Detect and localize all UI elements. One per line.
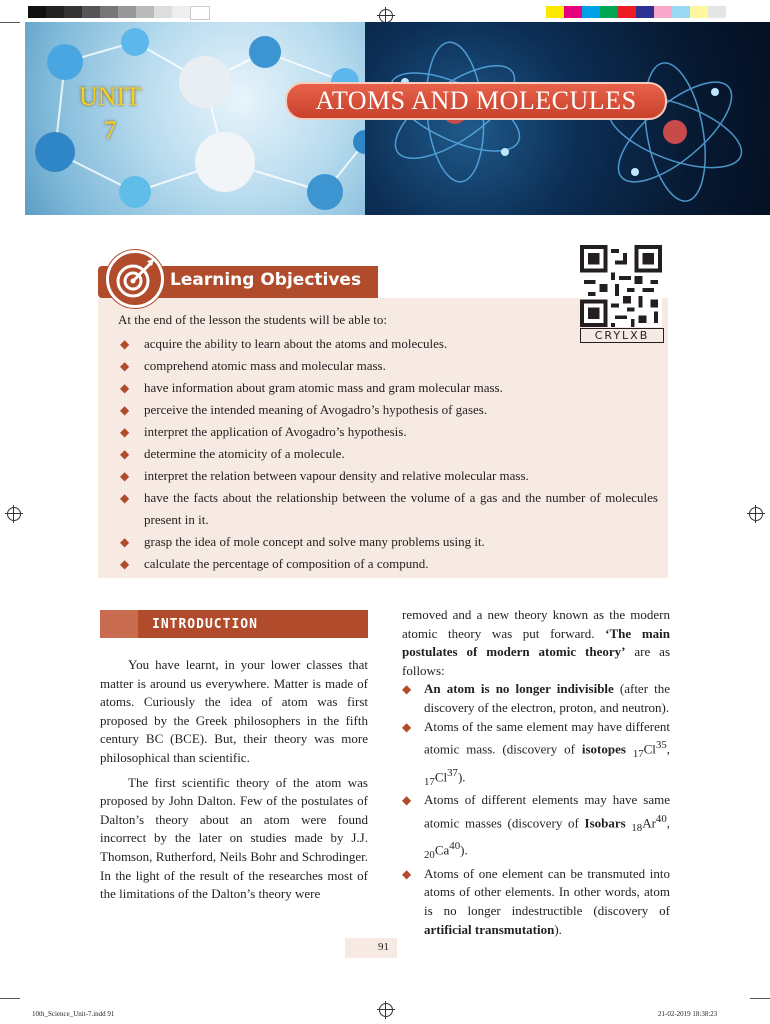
left-column	[100, 656, 368, 904]
diamond-bullet-icon: ◆	[120, 425, 130, 439]
list-item: ◆ interpret the relation between vapour density and relative molecular mass.	[118, 465, 658, 487]
postulates-list	[402, 680, 670, 939]
diamond-bullet-icon: ◆	[402, 793, 412, 808]
list-item: ◆ determine the atomicity of a molecule.	[118, 443, 658, 465]
registration-mark-left	[7, 507, 21, 521]
list-item: ◆ have information about gram atomic mass and gram molecular mass.	[118, 377, 658, 399]
diamond-bullet-icon: ◆	[120, 469, 130, 483]
target-icon	[106, 250, 164, 308]
trim-mark	[750, 998, 770, 999]
diamond-bullet-icon: ◆	[120, 337, 130, 351]
list-item: ◆ calculate the percentage of composition of a compund.	[118, 553, 658, 575]
unit-label: UNIT	[78, 82, 142, 111]
footer-timestamp: 21-02-2019 18:38:23	[658, 1010, 718, 1018]
unit-number: 7	[103, 116, 117, 145]
chapter-title: ATOMS AND MOLECULES	[285, 82, 667, 120]
objectives-list	[118, 333, 658, 575]
diamond-bullet-icon: ◆	[402, 719, 412, 734]
diamond-bullet-icon: ◆	[402, 866, 412, 881]
list-item: ◆ grasp the idea of mole concept and solve many problems using it.	[118, 531, 658, 553]
objectives-intro: At the end of the lesson the students will be able to:	[118, 312, 387, 327]
page-number-box	[345, 938, 397, 958]
trim-mark	[0, 998, 20, 999]
diamond-bullet-icon: ◆	[120, 447, 130, 461]
page-number: 91	[378, 941, 389, 953]
diamond-bullet-icon: ◆	[120, 491, 130, 505]
diamond-bullet-icon: ◆	[120, 535, 130, 549]
grayscale-bar	[28, 6, 210, 18]
registration-mark-top	[379, 9, 393, 23]
list-item: ◆ Atoms of one element can be transmuted into atoms of other elements. In other words, atom is no longer indestructible (discovery of artificial transmutation).	[402, 865, 670, 937]
registration-mark-bottom	[379, 1003, 393, 1017]
qr-code-image[interactable]	[580, 245, 662, 327]
intro-paragraph-3: removed and a new theory known as the modern atomic theory was put forward. ‘The main postulates of modern atomic theory’ are as follows:	[402, 607, 671, 678]
intro-paragraph-2: The first scientific theory of the atom was proposed by John Dalton. Few of the postulates of Dalton’s theory about an atom were found incorrect by the later on studies made by J.J. Thomson, Rutherford, Neils Bohr and Schrodinger. In the light of the result of the researches most of the limitations of the Dalton’s theory were	[100, 774, 368, 902]
diamond-bullet-icon: ◆	[120, 359, 130, 373]
list-item: ◆ comprehend atomic mass and molecular mass.	[118, 355, 658, 377]
diamond-bullet-icon: ◆	[120, 557, 130, 571]
list-item: ◆ Atoms of the same element may have different atomic mass. (discovery of isotopes $_{17}Cl^{35}$, $_{17}Cl^{37}$).	[402, 718, 671, 788]
intro-paragraph-1: You have learnt, in your lower classes that matter is around us everywhere. Matter is made of atoms. Curiously the idea of atom was first proposed by the Greek philosophers in the fifth century BC (BCE). But, their theory was more philosophical than scientific.	[100, 657, 368, 765]
objectives-heading: Learning Objectives	[170, 270, 362, 290]
trim-mark	[0, 22, 20, 23]
unit-badge	[70, 80, 150, 148]
footer-filename: 10th_Science_Unit-7.indd 91	[32, 1010, 115, 1018]
right-column	[402, 606, 670, 939]
color-bar	[546, 6, 726, 18]
diamond-bullet-icon: ◆	[120, 403, 130, 417]
list-item: ◆ acquire the ability to learn about the atoms and molecules.	[118, 333, 658, 355]
introduction-heading: INTRODUCTION	[152, 617, 258, 632]
registration-mark-right	[749, 507, 763, 521]
list-item: ◆ have the facts about the relationship between the volume of a gas and the number of molecules present in it.	[118, 487, 658, 531]
list-item: ◆ An atom is no longer indivisible (after the discovery of the electron, proton, and neutron).	[402, 681, 670, 715]
list-item: ◆ Atoms of different elements may have same atomic masses (discovery of Isobars $_{18}Ar^{40}$, $_{20}Ca^{40}$).	[402, 792, 670, 862]
list-item: ◆ perceive the intended meaning of Avogadro’s hypothesis of gases.	[118, 399, 658, 421]
qr-code-label: CRYLXB	[580, 328, 664, 343]
list-item: ◆ interpret the application of Avogadro’s hypothesis.	[118, 421, 658, 443]
diamond-bullet-icon: ◆	[402, 682, 412, 697]
diamond-bullet-icon: ◆	[120, 381, 130, 395]
